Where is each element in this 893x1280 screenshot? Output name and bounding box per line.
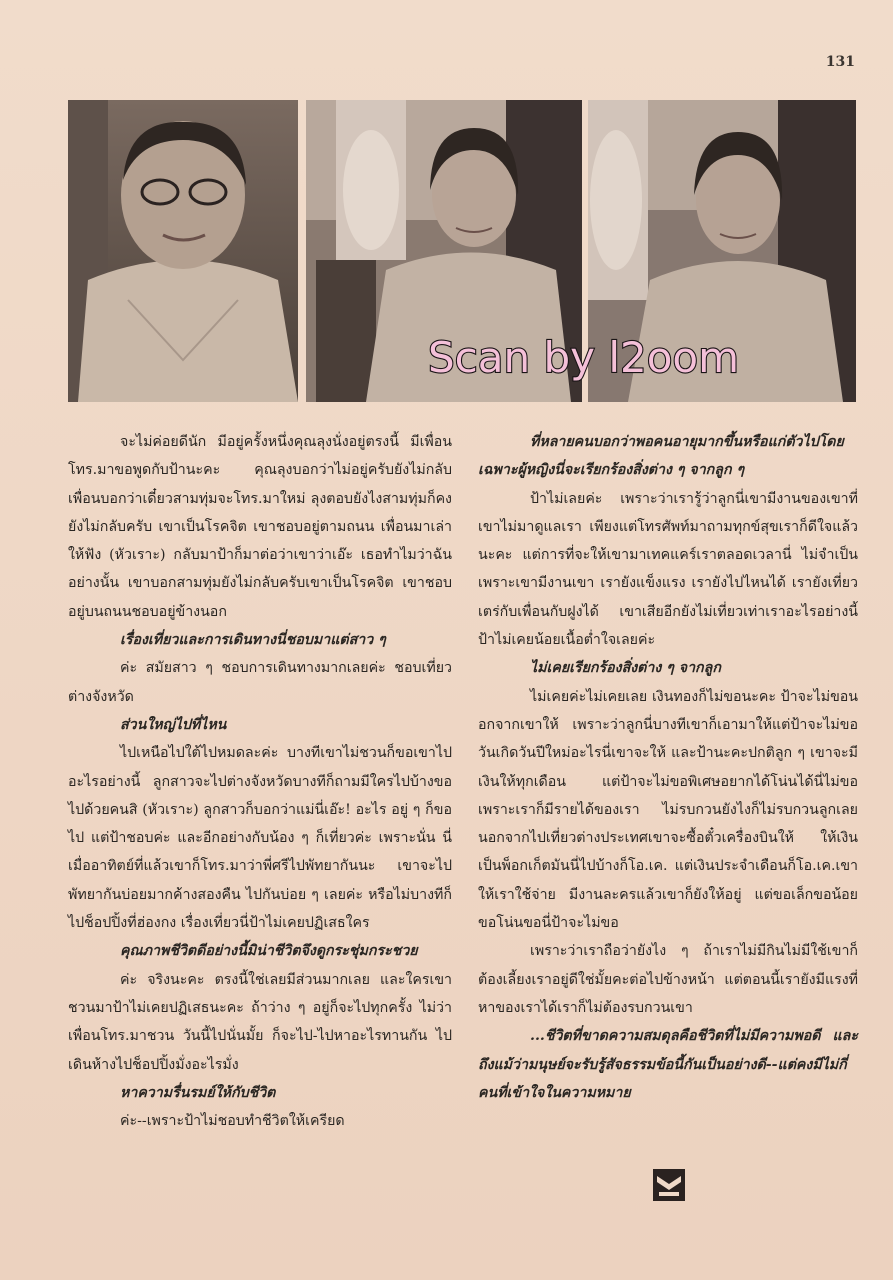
- left-column: [68, 428, 452, 1135]
- interview-answer: เพราะว่าเราถือว่ายังไง ๆ ถ้าเราไม่มีกินไม่มีใช้เขาก็ต้องเลี้ยงเราอยู่ดีใช่มั้ยคะต่อไปข้างหน้า แต่ตอนนี้เรายังมีแรงที่หาของเราได้เราก็ไม่ต้องรบกวนเขา: [478, 943, 858, 1016]
- magazine-logo-icon: [652, 1168, 686, 1202]
- interview-question: ส่วนใหญ่ไปที่ไหน: [120, 716, 227, 733]
- right-column: [478, 428, 858, 1107]
- interview-answer: ค่ะ จริงนะคะ ตรงนี้ใช่เลยมีส่วนมากเลย และใครเขาชวนมาป้าไม่เคยปฏิเสธนะคะ ถ้าว่าง ๆ อยู่ก็จะไปทุกครั้ง ไม่ว่าเพื่อนโทร.มาชวน วันนี้ไปนั่นมั้ย ก็จะไป-ไปหาอะไรทานกัน ไปเดินห้างไปช็อปปิ้งมั่งอะไรมั่ง: [68, 971, 452, 1073]
- watermark-text: Scan by l2oom: [428, 333, 740, 382]
- interview-answer: ป้าไม่เลยค่ะ เพราะว่าเรารู้ว่าลูกนี่เขามีงานของเขาที่เขาไม่มาดูแลเรา เพียงแต่โทรศัพท์มาถามทุกข์สุขเราก็ดีใจแล้วนะคะ แต่การที่จะให้เขามาเทคแคร์เราตลอดเวลานี่ ไม่จำเป็นเพราะเขามีงานเขา เรายังแข็งแรง เรายังไปไหนได้ เรายังเที่ยวเตร่กับเพื่อนกับฝูงได้ เขาเสียอีกยังไม่เที่ยวเท่าเราอะไรอย่างนี้ ป้าไม่เคยน้อยเนื้อต่ำใจเลยค่ะ: [478, 490, 858, 649]
- watermark: [422, 326, 842, 386]
- photo-portrait-left: [68, 100, 298, 402]
- interview-question: ...ชีวิตที่ขาดความสมดุลคือชีวิตที่ไม่มีความพอดี และถึงแม้ว่ามนุษย์จะรับรู้สัจธรรมข้อนี้กันเป็นอย่างดี--แต่คงมีไม่กี่คนที่เข้าใจในความหมาย: [478, 1028, 858, 1101]
- interview-answer: จะไม่ค่อยดีนัก มีอยู่ครั้งหนึ่งคุณลุงนั่งอยู่ตรงนี้ มีเพื่อนโทร.มาขอพูดกับป้านะคะ คุณลุงบอกว่าไม่อยู่ครับยังไม่กลับ เพื่อนบอกว่าเดี๋ยวสามทุ่มจะโทร.มาใหม่ ลุงตอบยังไงสามทุ่มก็คงยังไม่กลับครับ เขาเป็นโรคจิต เขาชอบอยู่ตามถนน เพื่อนมาเล่าให้ฟัง (หัวเราะ) กลับมาป้าก็มาต่อว่าเขาว่าเอ๊ะ เธอทำไมว่าฉันอย่างนั้น เขาบอกสามทุ่มยังไม่กลับครับเขาเป็นโรคจิต เขาชอบอยู่บนถนนชอบอยู่ข้างนอก: [68, 434, 452, 620]
- interview-answer: ค่ะ--เพราะป้าไม่ชอบทำชีวิตให้เครียด: [120, 1113, 345, 1130]
- interview-question: ที่หลายคนบอกว่าพอคนอายุมากขึ้นหรือแก่ตัวไปโดยเฉพาะผู้หญิงนี่จะเรียกร้องสิ่งต่าง ๆ จากลูก ๆ: [478, 434, 844, 479]
- page-number: 131: [825, 54, 855, 70]
- interview-question: เรื่องเที่ยวและการเดินทางนี่ชอบมาแต่สาว ๆ: [120, 632, 386, 649]
- interview-question: หาความรื่นรมย์ให้กับชีวิต: [120, 1084, 276, 1101]
- interview-answer: ไปเหนือไปใต้ไปหมดละค่ะ บางทีเขาไม่ชวนก็ขอเขาไปอะไรอย่างนี้ ลูกสาวจะไปต่างจังหวัดบางทีก็ถามมีใครไปบ้างขอไปด้วยคนสิ (หัวเราะ) ลูกสาวก็บอกว่าแม่นี่เอ๊ะ! อะไร อยู่ ๆ ก็ขอไป แต่ป้าชอบค่ะ และอีกอย่างกับน้อง ๆ ก็เที่ยวค่ะ เพราะนั่น นี่เมื่ออาทิตย์ที่แล้วเขาก็โทร.มาว่าพี่ศรีไปพัทยากันนะ เขาจะไปพัทยากันบ่อยมากค้างสองคืน ไปกันบ่อย ๆ เลยค่ะ หรือไม่บางทีก็ไปช็อปปิ้งที่ฮ่องกง เรื่องเที่ยวนี่ป้าไม่เคยปฏิเสธใคร: [68, 745, 452, 932]
- interview-answer: ไม่เคยค่ะไม่เคยเลย เงินทองก็ไม่ขอนะคะ ป้าจะไม่ขอนอกจากเขาให้ เพราะว่าลูกนี่บางทีเขาก็เอามาให้แต่ป้าจะไม่ขอ วันเกิดวันปีใหม่อะไรนี่เขาจะให้ และป้านะคะปกติลูก ๆ เขาจะมีเงินให้ทุกเดือน แต่ป้าจะไม่ขอพิเศษอยากได้โน่นได้นี่ไม่ขอ เพราะเราก็มีรายได้ของเรา ไม่รบกวนยังไงก็ไม่รบกวนลูกเลย นอกจากไปเที่ยวต่างประเทศเขาจะซื้อตั๋วเครื่องบินให้ ให้เงินเป็นพ็อกเก็ตมันนี่ไปบ้างก็โอ.เค. แต่เงินประจำเดือนก็โอ.เค.เขาให้เราใช้จ่าย มีงานละครแล้วเขาก็ยังให้อยู่ แต่ขอเล็กขอน้อยขอโน่นขอนี่ป้าจะไม่ขอ: [478, 688, 858, 932]
- interview-question: ไม่เคยเรียกร้องสิ่งต่าง ๆ จากลูก: [530, 660, 721, 677]
- interview-answer: ค่ะ สมัยสาว ๆ ชอบการเดินทางมากเลยค่ะ ชอบเที่ยวต่างจังหวัด: [68, 660, 452, 705]
- interview-question: คุณภาพชีวิตดีอย่างนี้มิน่าชีวิตจึงดูกระชุ่มกระชวย: [120, 943, 418, 960]
